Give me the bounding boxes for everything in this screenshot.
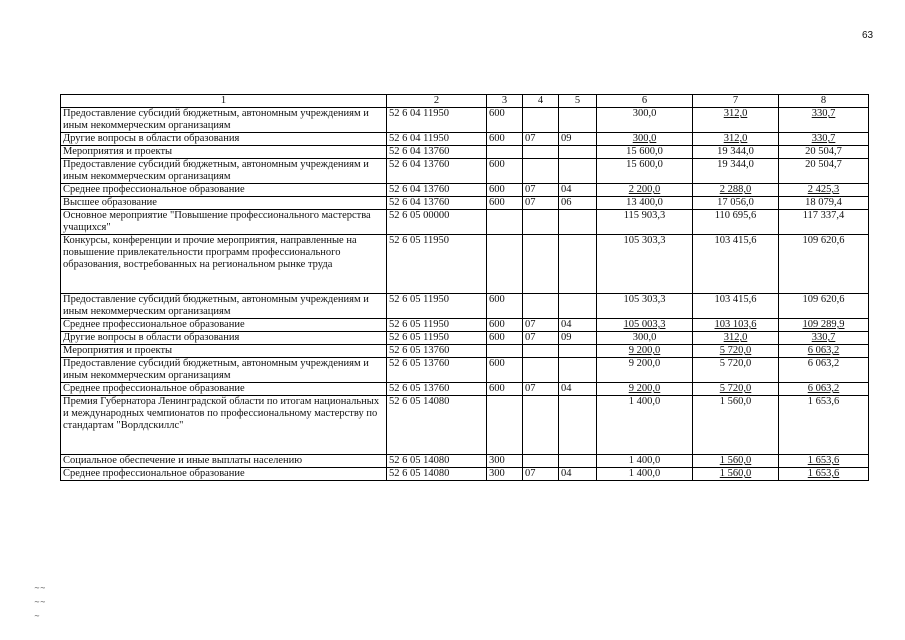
table-row [61,184,869,197]
row-value-cell: 07 [523,468,559,481]
row-code-cell: 52 6 05 14080 [387,468,487,481]
row-value-cell: 04 [559,184,597,197]
row-value-cell: 109 289,9 [779,319,869,332]
row-name-cell: Предоставление субсидий бюджетным, автономным учреждениям и иным некоммерческим организациям [61,294,387,319]
row-value-cell [523,108,559,133]
row-value-cell: 1 400,0 [597,455,693,468]
row-value-cell [559,108,597,133]
row-value-cell: 300,0 [597,133,693,146]
header-cell: 1 [61,95,387,108]
row-value-cell: 07 [523,332,559,345]
row-value-cell [523,159,559,184]
table-row [61,358,869,383]
row-name-cell: Основное мероприятие "Повышение профессионального мастерства учащихся" [61,210,387,235]
row-value-cell [559,235,597,294]
row-value-cell [523,455,559,468]
row-value-cell: 07 [523,383,559,396]
row-value-cell: 117 337,4 [779,210,869,235]
margin-scribble: ∼∼ [34,585,46,592]
row-value-cell [487,235,523,294]
row-value-cell: 04 [559,468,597,481]
row-value-cell: 17 056,0 [693,197,779,210]
row-value-cell: 20 504,7 [779,159,869,184]
row-value-cell: 312,0 [693,332,779,345]
row-value-cell [559,358,597,383]
row-code-cell: 52 6 04 13760 [387,197,487,210]
row-value-cell [523,146,559,159]
table-row [61,108,869,133]
row-value-cell: 09 [559,133,597,146]
table-row [61,133,869,146]
header-cell: 7 [693,95,779,108]
header-cell: 2 [387,95,487,108]
row-value-cell [559,345,597,358]
row-value-cell: 1 653,6 [779,468,869,481]
row-code-cell: 52 6 05 14080 [387,396,487,455]
row-name-cell: Социальное обеспечение и иные выплаты населению [61,455,387,468]
header-cell: 5 [559,95,597,108]
row-code-cell: 52 6 05 11950 [387,294,487,319]
row-value-cell: 600 [487,383,523,396]
table-row [61,146,869,159]
row-value-cell: 2 425,3 [779,184,869,197]
row-name-cell: Конкурсы, конференции и прочие мероприятия, направленные на повышение привлекательности программ профессионального образования, востребованных на региональном рынке труда [61,235,387,294]
row-code-cell: 52 6 05 11950 [387,235,487,294]
row-value-cell: 600 [487,332,523,345]
row-value-cell: 103 415,6 [693,235,779,294]
table-row [61,210,869,235]
row-value-cell: 300 [487,468,523,481]
row-value-cell: 15 600,0 [597,146,693,159]
row-value-cell [523,396,559,455]
row-code-cell: 52 6 04 13760 [387,159,487,184]
row-code-cell: 52 6 04 11950 [387,108,487,133]
header-cell: 8 [779,95,869,108]
row-value-cell: 103 415,6 [693,294,779,319]
row-value-cell: 04 [559,383,597,396]
row-value-cell: 300,0 [597,108,693,133]
row-value-cell: 9 200,0 [597,345,693,358]
row-value-cell: 6 063,2 [779,383,869,396]
row-code-cell: 52 6 05 13760 [387,345,487,358]
row-value-cell: 5 720,0 [693,345,779,358]
row-value-cell: 600 [487,184,523,197]
row-value-cell: 07 [523,184,559,197]
page-number: 63 [862,30,874,41]
row-value-cell: 110 695,6 [693,210,779,235]
table-row [61,383,869,396]
row-name-cell: Среднее профессиональное образование [61,319,387,332]
row-name-cell: Премия Губернатора Ленинградской области по итогам национальных и международных чемпионатов по профессиональному мастерству по стандартам "Ворлдскиллс" [61,396,387,455]
row-value-cell: 103 103,6 [693,319,779,332]
row-code-cell: 52 6 05 11950 [387,332,487,345]
table-row [61,319,869,332]
row-value-cell: 115 903,3 [597,210,693,235]
table-row [61,332,869,345]
row-value-cell [523,345,559,358]
row-name-cell: Предоставление субсидий бюджетным, автономным учреждениям и иным некоммерческим организациям [61,159,387,184]
row-value-cell [523,210,559,235]
row-value-cell: 19 344,0 [693,159,779,184]
row-code-cell: 52 6 05 14080 [387,455,487,468]
row-name-cell: Мероприятия и проекты [61,345,387,358]
row-value-cell: 330,7 [779,133,869,146]
row-code-cell: 52 6 04 13760 [387,146,487,159]
row-value-cell: 600 [487,197,523,210]
row-value-cell [523,358,559,383]
row-value-cell: 600 [487,319,523,332]
row-value-cell: 1 560,0 [693,396,779,455]
row-value-cell: 312,0 [693,108,779,133]
row-value-cell: 300,0 [597,332,693,345]
row-name-cell: Мероприятия и проекты [61,146,387,159]
row-value-cell: 1 400,0 [597,396,693,455]
row-value-cell [559,146,597,159]
row-value-cell: 300 [487,455,523,468]
row-code-cell: 52 6 05 11950 [387,319,487,332]
table-row [61,468,869,481]
row-code-cell: 52 6 04 11950 [387,133,487,146]
row-value-cell: 2 200,0 [597,184,693,197]
table-row [61,345,869,358]
row-value-cell [487,396,523,455]
row-value-cell [523,235,559,294]
row-value-cell: 105 303,3 [597,235,693,294]
budget-table [60,94,869,481]
table-header-row [61,95,869,108]
row-value-cell: 5 720,0 [693,383,779,396]
row-value-cell [523,294,559,319]
row-value-cell: 07 [523,133,559,146]
row-value-cell: 109 620,6 [779,235,869,294]
margin-scribble: ∼∼ [34,599,46,606]
row-value-cell: 15 600,0 [597,159,693,184]
row-value-cell: 13 400,0 [597,197,693,210]
row-value-cell: 18 079,4 [779,197,869,210]
row-value-cell: 9 200,0 [597,358,693,383]
row-value-cell: 1 653,6 [779,455,869,468]
row-value-cell: 312,0 [693,133,779,146]
header-cell: 3 [487,95,523,108]
row-value-cell: 600 [487,108,523,133]
header-cell: 4 [523,95,559,108]
row-value-cell: 2 288,0 [693,184,779,197]
row-code-cell: 52 6 05 00000 [387,210,487,235]
row-value-cell: 6 063,2 [779,358,869,383]
row-value-cell: 06 [559,197,597,210]
header-cell: 6 [597,95,693,108]
row-name-cell: Предоставление субсидий бюджетным, автономным учреждениям и иным некоммерческим организациям [61,358,387,383]
row-name-cell: Высшее образование [61,197,387,210]
table-row [61,159,869,184]
table-row [61,294,869,319]
row-value-cell: 1 400,0 [597,468,693,481]
row-name-cell: Среднее профессиональное образование [61,383,387,396]
row-value-cell: 105 003,3 [597,319,693,332]
row-value-cell: 09 [559,332,597,345]
row-code-cell: 52 6 05 13760 [387,383,487,396]
row-value-cell: 9 200,0 [597,383,693,396]
table-row [61,455,869,468]
row-name-cell: Среднее профессиональное образование [61,184,387,197]
row-name-cell: Предоставление субсидий бюджетным, автономным учреждениям и иным некоммерческим организациям [61,108,387,133]
row-value-cell: 5 720,0 [693,358,779,383]
row-value-cell: 330,7 [779,332,869,345]
row-value-cell [559,455,597,468]
row-value-cell: 20 504,7 [779,146,869,159]
row-value-cell [487,210,523,235]
row-value-cell: 109 620,6 [779,294,869,319]
table-row [61,235,869,294]
row-value-cell [487,146,523,159]
row-value-cell: 1 560,0 [693,455,779,468]
row-name-cell: Другие вопросы в области образования [61,133,387,146]
row-value-cell: 600 [487,358,523,383]
table-row [61,396,869,455]
row-value-cell [559,159,597,184]
row-value-cell: 1 653,6 [779,396,869,455]
row-code-cell: 52 6 04 13760 [387,184,487,197]
margin-scribble: ∼ [34,613,40,620]
row-value-cell [559,396,597,455]
row-value-cell: 600 [487,159,523,184]
row-value-cell: 330,7 [779,108,869,133]
row-value-cell: 6 063,2 [779,345,869,358]
row-value-cell: 600 [487,133,523,146]
row-name-cell: Другие вопросы в области образования [61,332,387,345]
row-code-cell: 52 6 05 13760 [387,358,487,383]
row-value-cell: 04 [559,319,597,332]
row-value-cell: 600 [487,294,523,319]
row-value-cell [559,210,597,235]
row-value-cell: 105 303,3 [597,294,693,319]
table-row [61,197,869,210]
row-name-cell: Среднее профессиональное образование [61,468,387,481]
row-value-cell: 19 344,0 [693,146,779,159]
row-value-cell [559,294,597,319]
row-value-cell [487,345,523,358]
row-value-cell: 1 560,0 [693,468,779,481]
row-value-cell: 07 [523,197,559,210]
row-value-cell: 07 [523,319,559,332]
